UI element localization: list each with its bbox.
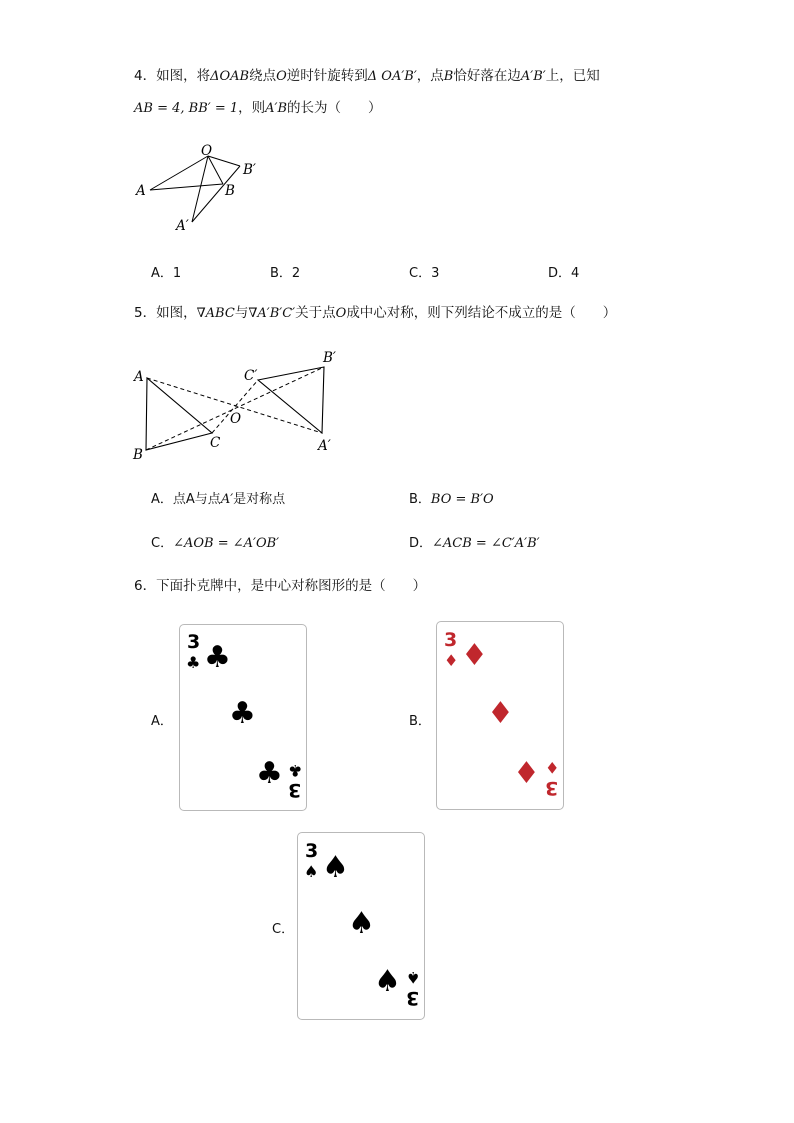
q4-option-a-label: A． xyxy=(151,266,173,281)
question-5-line xyxy=(134,304,616,323)
q4-option-d-text: 4 xyxy=(571,266,580,281)
q4-fig-label-b-prime: B′ xyxy=(243,162,256,178)
q5-option-d-expr: ∠ACB = ∠C′A′B′ xyxy=(432,536,540,551)
q5-fig-label-o: O xyxy=(230,411,242,427)
card-b-diamond-pip-bottom-icon: ♦ xyxy=(513,756,540,791)
q4-triangle-1: ΔOAB xyxy=(210,69,250,84)
q5-text-a: 如图， xyxy=(156,305,197,321)
q5-option-c[interactable] xyxy=(151,532,279,551)
q4-text-f: 上，已知 xyxy=(545,68,600,84)
q4-option-d-label: D． xyxy=(548,266,572,281)
q5-text-c: 关于点 xyxy=(295,305,336,321)
q4-given: AB = 4, BB′ = 1 xyxy=(134,101,239,116)
q6-card-b[interactable] xyxy=(436,621,564,810)
q4-point-o: O xyxy=(276,69,287,84)
q4-text-e: 恰好落在边 xyxy=(453,68,521,84)
card-b-top-rank: 3 xyxy=(444,629,458,651)
q4-fig-label-o: O xyxy=(201,143,213,159)
q5-option-b[interactable] xyxy=(409,488,494,507)
q4-text-g: ，则 xyxy=(238,100,266,116)
q4-text-a: 如图，将 xyxy=(156,68,211,84)
q4-option-b-label: B． xyxy=(270,266,292,281)
q5-fig-label-b: B xyxy=(133,447,143,463)
q4-option-a-text: 1 xyxy=(172,266,182,281)
q5-point-o: O xyxy=(335,306,347,321)
q4-triangle-2: Δ OA′B′ xyxy=(367,69,417,84)
q5-option-d[interactable] xyxy=(409,532,540,551)
question-4-line-1 xyxy=(134,67,600,86)
q5-triangle-1: ∇ABC xyxy=(196,306,235,321)
q5-option-a-point: A′ xyxy=(220,492,234,507)
q5-option-a-text-2: 是对称点 xyxy=(233,492,286,507)
q4-option-d[interactable] xyxy=(548,262,579,281)
q5-fig-label-a: A xyxy=(134,369,144,385)
q5-fig-label-c-prime: C′ xyxy=(244,368,258,384)
card-a-bottom-rank: 3 xyxy=(288,779,302,801)
card-a-club-pip-top-icon: ♣ xyxy=(204,640,231,675)
question-6-line xyxy=(134,577,426,595)
q6-option-b-label[interactable]: B． xyxy=(409,714,431,729)
q4-option-c-text: 3 xyxy=(431,266,440,281)
q4-rotation-figure xyxy=(130,140,270,235)
q6-card-c[interactable] xyxy=(297,832,425,1020)
card-c-spade-pip-bottom-icon: ♠ xyxy=(374,964,401,999)
q4-option-a[interactable] xyxy=(151,262,181,281)
card-a-bottom-club-icon: ♣ xyxy=(288,761,303,780)
q4-option-b-text: 2 xyxy=(291,266,301,281)
q5-option-c-expr: ∠AOB = ∠A′OB′ xyxy=(173,536,280,551)
q5-option-a-text-1: 点A与点 xyxy=(172,492,221,507)
q5-option-c-label: C． xyxy=(151,536,174,551)
card-c-spade-pip-middle-icon: ♠ xyxy=(348,906,375,941)
card-c-bottom-spade-icon: ♠ xyxy=(406,968,421,987)
q4-edge: A′B′ xyxy=(520,69,546,84)
q5-fig-label-a-prime: A′ xyxy=(318,438,331,454)
card-a-top-club-icon: ♣ xyxy=(186,653,201,672)
q5-triangle-2: ∇A′B′C′ xyxy=(248,306,296,321)
q5-option-b-expr: BO = B′O xyxy=(430,492,494,507)
q5-number: 5． xyxy=(134,305,157,321)
q4-segment: A′B xyxy=(265,101,288,116)
q4-option-b[interactable] xyxy=(270,262,300,281)
q5-text-d: 成中心对称，则下列结论不成立的是（ ） xyxy=(346,305,617,321)
card-c-bottom-rank: 3 xyxy=(406,987,420,1009)
card-b-diamond-pip-middle-icon: ♦ xyxy=(487,696,514,731)
q4-option-c[interactable] xyxy=(409,262,439,281)
q6-text: 下面扑克牌中，是中心对称图形的是（ ） xyxy=(156,578,427,594)
question-4-line-2 xyxy=(134,99,382,118)
q4-fig-label-b: B xyxy=(225,183,235,199)
q5-text-b: 与 xyxy=(234,305,249,321)
card-b-bottom-rank: 3 xyxy=(545,777,559,799)
q5-option-b-label: B． xyxy=(409,492,431,507)
q5-option-a-label: A． xyxy=(151,492,173,507)
card-c-spade-pip-top-icon: ♠ xyxy=(322,850,349,885)
card-a-top-rank: 3 xyxy=(187,631,201,653)
q6-option-a-label[interactable]: A． xyxy=(151,714,173,729)
card-c-top-rank: 3 xyxy=(305,840,319,862)
q5-option-d-label: D． xyxy=(409,536,433,551)
q5-option-a[interactable] xyxy=(151,488,285,507)
q4-number: 4． xyxy=(134,68,157,84)
q4-text-b: 绕点 xyxy=(249,68,277,84)
q4-point-b: B xyxy=(443,69,454,84)
card-c-top-spade-icon: ♠ xyxy=(304,862,319,881)
q6-card-a[interactable] xyxy=(179,624,307,811)
card-a-club-pip-bottom-icon: ♣ xyxy=(256,756,283,791)
q5-fig-label-b-prime: B′ xyxy=(323,350,336,366)
q4-fig-label-a: A xyxy=(136,183,146,199)
q4-fig-label-a-prime: A′ xyxy=(176,218,189,234)
q5-central-symmetry-figure xyxy=(128,340,358,465)
card-b-top-diamond-icon: ♦ xyxy=(444,651,459,670)
q6-option-c-label[interactable]: C． xyxy=(272,922,295,937)
q6-number: 6． xyxy=(134,578,157,594)
card-a-club-pip-middle-icon: ♣ xyxy=(229,696,256,731)
q4-text-c: 逆时针旋转到 xyxy=(286,68,368,84)
q5-fig-label-c: C xyxy=(210,435,221,451)
q4-text-h: 的长为（ ） xyxy=(287,100,382,116)
q4-text-d: ，点 xyxy=(416,68,444,84)
q4-option-c-label: C． xyxy=(409,266,432,281)
card-b-diamond-pip-top-icon: ♦ xyxy=(461,638,488,673)
card-b-bottom-diamond-icon: ♦ xyxy=(545,758,560,777)
